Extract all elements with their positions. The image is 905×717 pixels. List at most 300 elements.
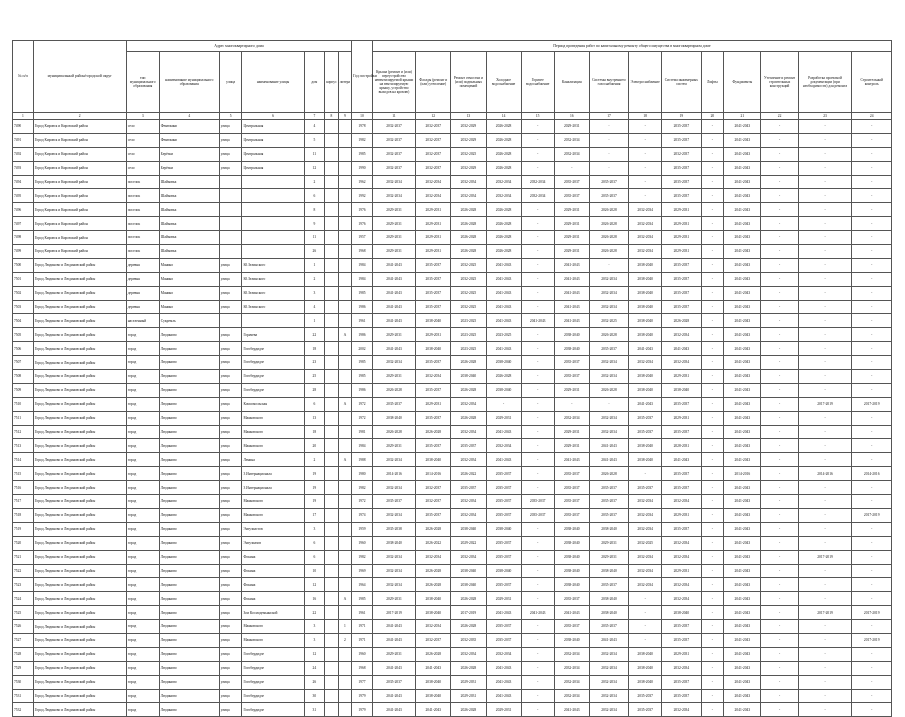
table-cell: 2041-2043 (372, 342, 415, 356)
table-cell: - (852, 272, 892, 286)
table-cell: - (852, 314, 892, 328)
table-cell: Людиново (159, 675, 219, 689)
table-cell: - (852, 161, 892, 175)
table-cell: Людиново (159, 411, 219, 425)
table-cell: 10 (304, 564, 325, 578)
table-cell: 1972 (352, 495, 373, 509)
table-cell: 2029-2031 (554, 383, 589, 397)
table-cell: 2032-2025 (451, 147, 486, 161)
table-cell: - (701, 425, 724, 439)
table-cell: - (521, 342, 554, 356)
table-cell: 7503 (13, 300, 34, 314)
table-cell: 2041-2043 (521, 606, 554, 620)
table-row (13, 411, 892, 425)
table-cell: 2038-2040 (416, 314, 451, 328)
table-cell: - (798, 147, 852, 161)
table-cell: 2032-2034 (589, 286, 628, 300)
table-cell: Город Кировск и Кировский район (33, 133, 126, 147)
table-cell: улица (219, 592, 242, 606)
table-cell: город (126, 647, 159, 661)
table-cell: 19 (304, 467, 325, 481)
table-cell: улица (219, 522, 242, 536)
table-cell: 2041-2043 (724, 675, 761, 689)
table-cell (338, 495, 352, 509)
table-cell: 2029-2031 (416, 217, 451, 231)
table-cell (242, 189, 304, 203)
table-cell: 2026-2028 (486, 217, 521, 231)
table-cell (325, 370, 338, 384)
table-cell: - (629, 133, 662, 147)
table-cell: 2035-2037 (662, 481, 701, 495)
table-cell: - (521, 272, 554, 286)
table-cell: 2029-2031 (662, 245, 701, 259)
table-cell: 2035-2037 (554, 189, 589, 203)
table-cell: Город Людиново и Людиновский район (33, 522, 126, 536)
table-cell: 2032-2034 (554, 411, 589, 425)
table-cell: 7490 (13, 120, 34, 134)
table-cell: - (701, 370, 724, 384)
table-cell: 2029-2031 (372, 439, 415, 453)
table-cell: 2041-2043 (372, 620, 415, 634)
table-cell: Гогобердидзе (242, 661, 304, 675)
table-cell: - (798, 120, 852, 134)
table-cell: 2032-2034 (662, 578, 701, 592)
table-cell: 2026-2028 (372, 425, 415, 439)
table-cell: Город Людиново и Людиновский район (33, 411, 126, 425)
table-cell: 7517 (13, 495, 34, 509)
table-cell: 2035-2037 (486, 495, 521, 509)
table-cell: 1959 (352, 522, 373, 536)
table-cell: - (701, 675, 724, 689)
table-cell: Город Людиново и Людиновский район (33, 508, 126, 522)
table-cell: Манино (159, 286, 219, 300)
table-cell: 7513 (13, 439, 34, 453)
table-cell: - (761, 620, 798, 634)
table-cell: 2041-2043 (724, 661, 761, 675)
table-cell: 7493 (13, 161, 34, 175)
table-cell: - (798, 661, 852, 675)
table-cell: 2032-2034 (416, 189, 451, 203)
table-cell (338, 189, 352, 203)
col-header: Фасады (ремонт и (или) утепление) (416, 52, 451, 113)
table-cell: 7523 (13, 578, 34, 592)
table-cell: 3 Интернационала (242, 467, 304, 481)
table-cell: 2041-2043 (724, 411, 761, 425)
col-number: 8 (325, 113, 338, 120)
table-cell: 1960 (352, 647, 373, 661)
table-cell: деревня (126, 258, 159, 272)
table-cell: 7508 (13, 370, 34, 384)
table-cell: 25 (304, 370, 325, 384)
col-number: 13 (451, 113, 486, 120)
table-cell: - (701, 633, 724, 647)
table-cell: - (798, 286, 852, 300)
table-row (13, 633, 892, 647)
table-cell: Гогобердидзе (242, 356, 304, 370)
table-cell: 2017-2019 (852, 606, 892, 620)
table-cell: 2038-2040 (416, 606, 451, 620)
table-cell: - (761, 703, 798, 717)
table-cell: город (126, 592, 159, 606)
table-cell: 2035-2037 (629, 703, 662, 717)
table-cell: город (126, 661, 159, 675)
table-cell: Манино (159, 258, 219, 272)
table-cell: 2035-2037 (416, 272, 451, 286)
table-cell: 2029-2031 (554, 245, 589, 259)
table-cell: Фенюкино (159, 120, 219, 134)
table-cell (325, 175, 338, 189)
table-cell: - (701, 689, 724, 703)
table-cell: 7502 (13, 286, 34, 300)
table-row (13, 203, 892, 217)
table-cell: Берёзки (159, 147, 219, 161)
table-cell (242, 217, 304, 231)
table-cell: - (701, 550, 724, 564)
table-cell: 2026-2028 (416, 564, 451, 578)
table-cell: 22 (304, 606, 325, 620)
table-cell (219, 245, 242, 259)
table-cell: - (798, 564, 852, 578)
table-cell: - (521, 411, 554, 425)
table-cell: - (798, 689, 852, 703)
table-cell: - (701, 411, 724, 425)
table-cell: 2032-2034 (554, 133, 589, 147)
table-cell: Гогобердидзе (242, 689, 304, 703)
table-cell: - (521, 550, 554, 564)
table-cell: 2038-2040 (629, 439, 662, 453)
table-cell: 1976 (352, 217, 373, 231)
table-cell: 2014-2016 (724, 467, 761, 481)
table-cell: поселок (126, 231, 159, 245)
table-row (13, 258, 892, 272)
table-cell: 2038-2040 (629, 383, 662, 397)
table-cell: - (761, 175, 798, 189)
table-cell: 2035-2037 (554, 495, 589, 509)
table-cell (325, 258, 338, 272)
table-cell: 1981 (352, 425, 373, 439)
table-cell: 2023-2025 (451, 314, 486, 328)
table-cell (325, 314, 338, 328)
table-cell: Город Людиново и Людиновский район (33, 300, 126, 314)
table-cell (325, 703, 338, 717)
table-row (13, 147, 892, 161)
table-cell: - (701, 536, 724, 550)
table-cell: улица (219, 481, 242, 495)
table-cell: - (761, 578, 798, 592)
table-row (13, 703, 892, 717)
table-cell: 2032-2034 (662, 592, 701, 606)
table-cell: 2035-2037 (629, 411, 662, 425)
table-cell (325, 133, 338, 147)
table-cell (338, 467, 352, 481)
table-cell: 2041-2043 (724, 453, 761, 467)
table-cell (338, 342, 352, 356)
table-cell: Город Людиново и Людиновский район (33, 481, 126, 495)
table-row (13, 675, 892, 689)
table-cell: 2026-2028 (589, 467, 628, 481)
table-cell: город (126, 564, 159, 578)
table-cell: 1985 (352, 286, 373, 300)
table-cell: 2026-2028 (486, 245, 521, 259)
table-cell: 2035-2037 (662, 258, 701, 272)
table-cell: 2041-2043 (724, 689, 761, 703)
table-cell: 2035-2037 (662, 175, 701, 189)
table-cell: - (852, 286, 892, 300)
table-cell: - (554, 397, 589, 411)
table-cell: - (701, 245, 724, 259)
table-cell (325, 189, 338, 203)
table-cell: - (761, 272, 798, 286)
table-cell: Людиново (159, 370, 219, 384)
table-row (13, 564, 892, 578)
table-cell: 2035-2037 (372, 675, 415, 689)
table-cell: 2 (304, 175, 325, 189)
table-cell: 2041-2043 (724, 397, 761, 411)
table-cell (338, 606, 352, 620)
table-cell (219, 231, 242, 245)
table-cell: 2035-2037 (589, 481, 628, 495)
table-cell: 2032-2037 (372, 120, 415, 134)
table-cell: 2032-2034 (416, 175, 451, 189)
table-cell: 2041-2043 (554, 314, 589, 328)
table-cell: 2026-2028 (451, 356, 486, 370)
table-cell: - (761, 147, 798, 161)
table-cell: 2029-2031 (372, 245, 415, 259)
table-cell: улица (219, 356, 242, 370)
table-cell: 7498 (13, 231, 34, 245)
table-cell: - (852, 370, 892, 384)
table-cell: 2038-2040 (589, 564, 628, 578)
col-header: муниципальный район/городской округ (33, 41, 126, 113)
table-cell: деревня (126, 286, 159, 300)
table-cell: улица (219, 286, 242, 300)
table-cell: Центральная (242, 120, 304, 134)
table-cell: улица (219, 272, 242, 286)
table-cell: Людиново (159, 397, 219, 411)
table-cell: - (852, 522, 892, 536)
table-cell: 2041-2043 (724, 258, 761, 272)
table-cell: Город Кировск и Кировский район (33, 231, 126, 245)
table-row (13, 508, 892, 522)
table-cell: 1984 (352, 258, 373, 272)
table-cell: 2041-2043 (724, 703, 761, 717)
table-cell: - (701, 300, 724, 314)
table-cell: Город Кировск и Кировский район (33, 203, 126, 217)
table-cell: 2041-2043 (724, 342, 761, 356)
table-cell: Зои Космодемьянской (242, 606, 304, 620)
table-cell: 2032-2037 (416, 161, 451, 175)
table-cell: - (852, 258, 892, 272)
table-cell: 2035-2037 (554, 592, 589, 606)
table-cell: поселок (126, 189, 159, 203)
table-cell: улица (219, 453, 242, 467)
table-row (13, 189, 892, 203)
table-cell: Город Людиново и Людиновский район (33, 633, 126, 647)
table-cell: 2041-2043 (724, 147, 761, 161)
table-cell: Город Кировск и Кировский район (33, 120, 126, 134)
col-number: 5 (219, 113, 242, 120)
table-cell: 2032-2037 (372, 161, 415, 175)
table-cell: населенный (126, 314, 159, 328)
table-cell: - (798, 425, 852, 439)
table-cell: Город Людиново и Людиновский район (33, 550, 126, 564)
table-cell (325, 495, 338, 509)
table-cell: 2038-2040 (589, 592, 628, 606)
table-cell: - (701, 508, 724, 522)
table-cell: 1964 (352, 578, 373, 592)
table-cell: улица (219, 425, 242, 439)
table-cell: 2041-2043 (724, 286, 761, 300)
table-cell: 7532 (13, 703, 34, 717)
table-cell: 2041-2043 (372, 300, 415, 314)
table-cell (325, 675, 338, 689)
table-cell: 26 (304, 675, 325, 689)
table-cell: улица (219, 606, 242, 620)
table-cell (338, 536, 352, 550)
table-cell: Маяковского (242, 425, 304, 439)
table-row (13, 120, 892, 134)
col-number: 22 (761, 113, 798, 120)
col-number: 21 (724, 113, 761, 120)
table-cell (325, 286, 338, 300)
table-cell: 7511 (13, 411, 34, 425)
table-row (13, 620, 892, 634)
table-cell: 2032-2034 (629, 508, 662, 522)
table-cell: 2029-2031 (416, 203, 451, 217)
table-cell: 2041-2043 (629, 342, 662, 356)
table-cell: 2029-2031 (416, 231, 451, 245)
table-cell: 6 (304, 397, 325, 411)
table-cell: Город Людиново и Людиновский район (33, 592, 126, 606)
table-cell: 2032-2025 (451, 272, 486, 286)
table-cell (325, 328, 338, 342)
table-cell: 2038-2040 (451, 522, 486, 536)
table-cell (325, 203, 338, 217)
table-cell: 2038-2040 (554, 578, 589, 592)
table-cell: 2032-2034 (372, 564, 415, 578)
table-row (13, 689, 892, 703)
table-cell: 2041-2043 (724, 133, 761, 147)
table-cell: - (629, 592, 662, 606)
col-number: 9 (338, 113, 352, 120)
table-cell: 2026-2028 (451, 231, 486, 245)
table-cell: город (126, 633, 159, 647)
col-number: 18 (629, 113, 662, 120)
table-cell: - (798, 300, 852, 314)
table-cell: - (554, 161, 589, 175)
table-cell: 19 (304, 495, 325, 509)
col-header: Утепление и ремонт строительных конструкций (761, 52, 798, 113)
table-row (13, 661, 892, 675)
table-cell (325, 147, 338, 161)
table-cell: - (761, 342, 798, 356)
table-cell: 2029-2031 (372, 328, 415, 342)
table-cell: - (852, 328, 892, 342)
table-cell: 12 (304, 161, 325, 175)
table-cell: Фокина (242, 564, 304, 578)
table-cell: 16 (304, 592, 325, 606)
table-cell (338, 356, 352, 370)
table-cell: 1976 (352, 203, 373, 217)
table-cell (242, 203, 304, 217)
table-cell: 2041-2043 (724, 120, 761, 134)
table-cell: - (701, 467, 724, 481)
table-cell: улица (219, 120, 242, 134)
table-cell: 2038-2040 (629, 370, 662, 384)
table-cell: 2032-2034 (554, 689, 589, 703)
table-cell (338, 161, 352, 175)
table-cell: 2041-2043 (724, 175, 761, 189)
table-cell: Берёзки (159, 161, 219, 175)
table-cell: 2032-2034 (662, 550, 701, 564)
table-cell (338, 217, 352, 231)
table-cell: 5 (304, 133, 325, 147)
table-cell: 8 (304, 203, 325, 217)
table-cell: 2029-2031 (486, 411, 521, 425)
table-cell: 1957 (352, 231, 373, 245)
table-cell: 2038-2040 (416, 342, 451, 356)
table-cell: Город Людиново и Людиновский район (33, 439, 126, 453)
table-cell: - (521, 383, 554, 397)
table-cell: 2032-2034 (662, 328, 701, 342)
table-cell (325, 397, 338, 411)
table-cell: Людиново (159, 383, 219, 397)
table-cell: - (701, 564, 724, 578)
table-cell: улица (219, 328, 242, 342)
col-number: 23 (798, 113, 852, 120)
table-cell: 1971 (352, 633, 373, 647)
table-cell: 2035-2037 (589, 620, 628, 634)
table-cell: город (126, 481, 159, 495)
table-cell: 2035-2037 (629, 689, 662, 703)
table-cell (325, 411, 338, 425)
table-cell: 2032-2034 (486, 175, 521, 189)
table-cell: - (521, 370, 554, 384)
table-cell (219, 189, 242, 203)
table-cell: Центральная (242, 147, 304, 161)
table-cell: 2029-2031 (662, 203, 701, 217)
table-cell: Людиново (159, 425, 219, 439)
table-cell: - (852, 245, 892, 259)
table-cell: 2032-2034 (451, 425, 486, 439)
table-cell: 2017-2019 (798, 397, 852, 411)
table-cell: - (761, 675, 798, 689)
table-cell: 2032-2037 (416, 147, 451, 161)
col-header: наименование улицы (242, 52, 304, 113)
table-row (13, 175, 892, 189)
table-cell: 2032-2034 (372, 356, 415, 370)
table-cell: 2041-2043 (372, 258, 415, 272)
table-cell: 2032-2034 (589, 370, 628, 384)
table-cell: - (852, 481, 892, 495)
table-cell: 2035-2037 (554, 370, 589, 384)
table-cell: - (852, 300, 892, 314)
table-row (13, 467, 892, 481)
table-cell: 2029-2031 (486, 592, 521, 606)
table-cell (338, 231, 352, 245)
table-cell: 24 (304, 661, 325, 675)
table-cell: - (589, 397, 628, 411)
table-cell: 2038-2040 (451, 370, 486, 384)
table-cell: - (761, 328, 798, 342)
table-cell: - (798, 675, 852, 689)
table-cell: Гогобердидзе (242, 383, 304, 397)
table-cell: - (798, 453, 852, 467)
table-cell: 1961 (352, 606, 373, 620)
table-cell: 2026-2028 (486, 120, 521, 134)
table-cell (338, 578, 352, 592)
table-cell: - (701, 606, 724, 620)
